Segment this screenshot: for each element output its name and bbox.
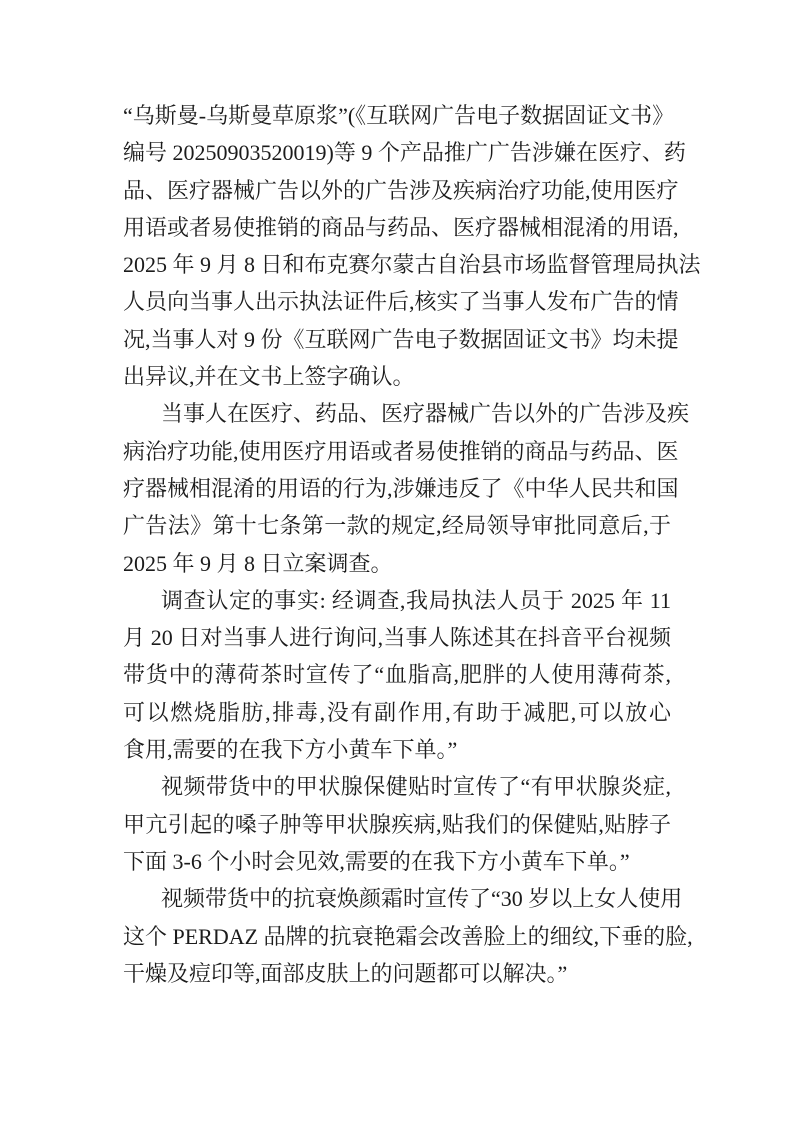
document-text-line: 带货中的薄荷茶时宣传了“血脂高,肥胖的人使用薄荷茶, bbox=[123, 662, 671, 688]
document-text-line: 人员向当事人出示执法证件后,核实了当事人发布广告的情 bbox=[123, 289, 679, 315]
document-text-line: 编号 20250903520019)等 9 个产品推广广告涉嫌在医疗、药 bbox=[123, 140, 686, 166]
document-text-line: 用语或者易使推销的商品与药品、医疗器械相混淆的用语, bbox=[123, 214, 679, 240]
document-text-line: 病治疗功能,使用医疗用语或者易使推销的商品与药品、医 bbox=[123, 438, 679, 464]
document-text-line: 广告法》第十七条第一款的规定,经局领导审批同意后,于 bbox=[123, 513, 671, 539]
document-text-line: 视频带货中的抗衰焕颜霜时宣传了“30 岁以上女人使用 bbox=[161, 886, 683, 912]
document-text-line: 当事人在医疗、药品、医疗器械广告以外的广告涉及疾 bbox=[161, 401, 690, 427]
document-text-line: 可以燃烧脂肪,排毒,没有副作用,有助于减肥,可以放心 bbox=[123, 699, 671, 725]
document-text-line: 这个 PERDAZ 品牌的抗衰艳霜会改善脸上的细纹,下垂的脸, bbox=[123, 923, 693, 949]
document-text-line: “乌斯曼-乌斯曼草原浆”(《互联网广告电子数据固证文书》 bbox=[123, 103, 675, 128]
document-text-line: 况,当事人对 9 份《互联网广告电子数据固证文书》均未提 bbox=[123, 326, 679, 352]
document-text-line: 2025 年 9 月 8 日立案调查。 bbox=[123, 550, 393, 576]
document-text-line: 出异议,并在文书上签字确认。 bbox=[123, 364, 415, 390]
document-text-line: 疗器械相混淆的用语的行为,涉嫌违反了《中华人民共和国 bbox=[123, 475, 679, 501]
document-text-line: 干燥及痘印等,面部皮肤上的问题都可以解决。” bbox=[123, 960, 568, 986]
document-text-line: 调查认定的事实: 经调查,我局执法人员于 2025 年 11 bbox=[161, 587, 671, 613]
document-text-block bbox=[123, 97, 701, 992]
document-text-line: 食用,需要的在我下方小黄车下单。” bbox=[123, 737, 458, 763]
document-text-line: 下面 3-6 个小时会见效,需要的在我下方小黄车下单。” bbox=[123, 848, 630, 874]
document-text-line: 月 20 日对当事人进行询问,当事人陈述其在抖音平台视频 bbox=[123, 625, 671, 651]
document-text-line: 甲亢引起的嗓子肿等甲状腺疾病,贴我们的保健贴,贴脖子 bbox=[123, 811, 671, 837]
document-text-line: 品、医疗器械广告以外的广告涉及疾病治疗功能,使用医疗 bbox=[123, 177, 679, 203]
document-text-line: 2025 年 9 月 8 日和布克赛尔蒙古自治县市场监督管理局执法 bbox=[123, 252, 701, 278]
document-text-line: 视频带货中的甲状腺保健贴时宣传了“有甲状腺炎症, bbox=[161, 774, 671, 800]
